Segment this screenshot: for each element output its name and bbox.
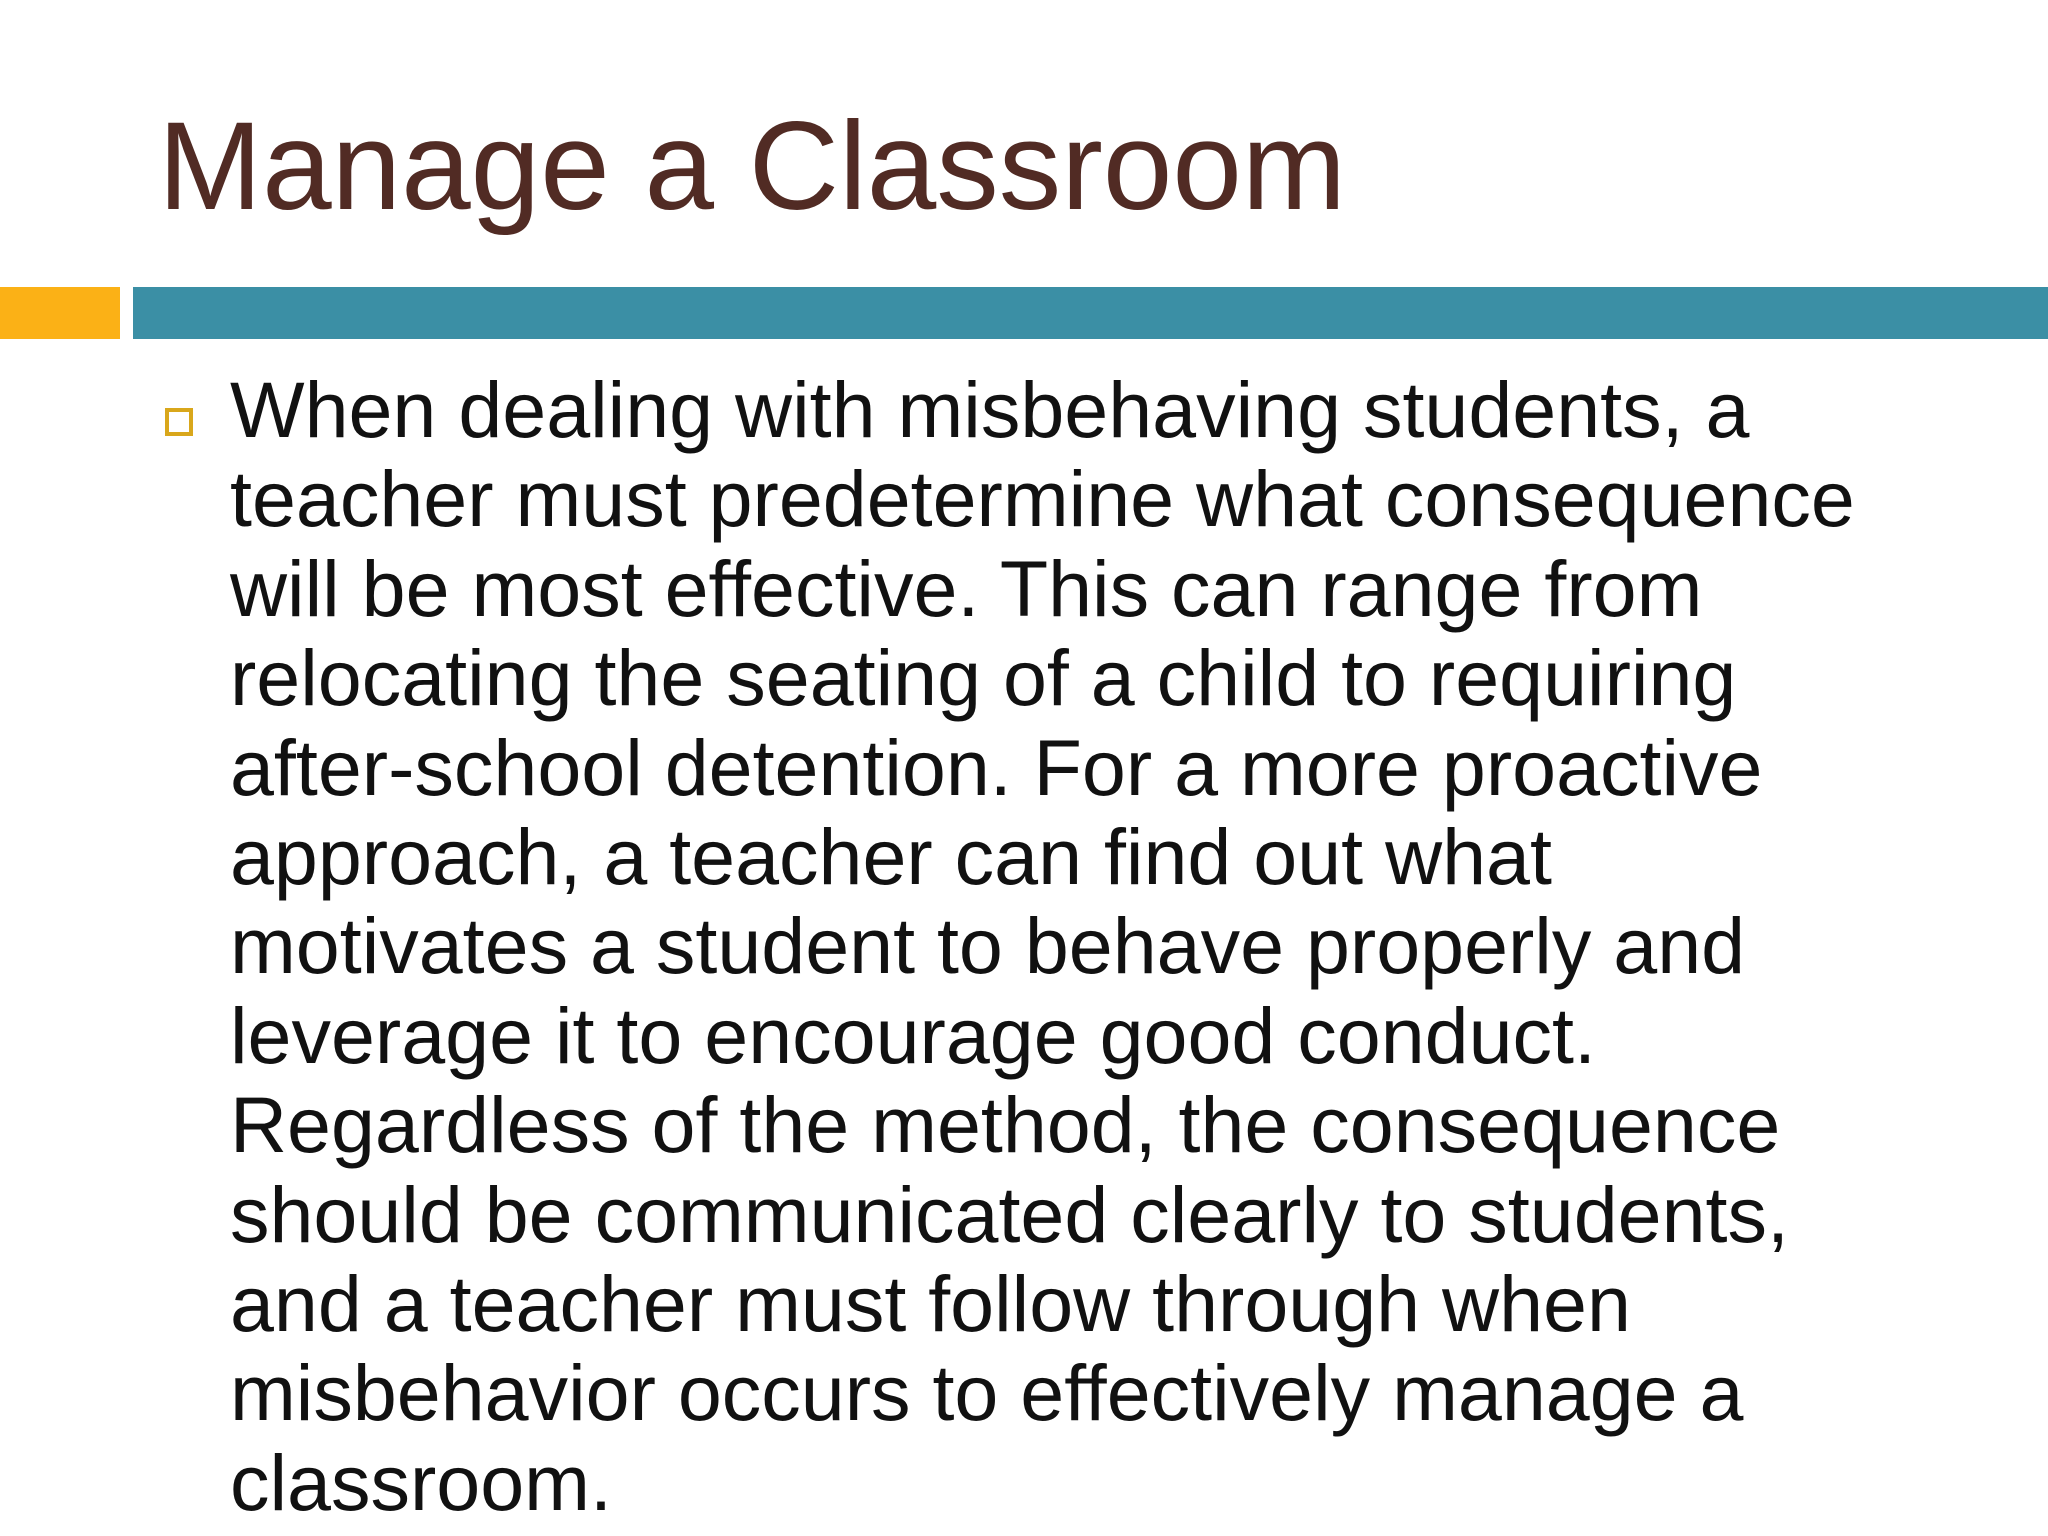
bullet-line: approach, a teacher can find out what [230,812,1552,902]
bullet-line: teacher must predetermine what consequence [230,454,1855,544]
bullet-line: Regardless of the method, the consequence [230,1080,1781,1170]
square-bullet-icon [165,408,193,436]
bullet-line: after-school detention. For a more proactive [230,722,1763,812]
bullet-line: will be most effective. This can range from [230,543,1703,633]
bullet-line: relocating the seating of a child to requiring [230,633,1737,723]
slide-title: Manage a Classroom [158,97,1347,236]
title-divider-bar [133,287,2048,339]
bullet-line: When dealing with misbehaving students, a [230,365,1750,454]
bullet-line: leverage it to encourage good conduct. [230,990,1596,1080]
bullet-paragraph [230,365,1970,1527]
bullet-line: and a teacher must follow through when [230,1259,1631,1349]
bullet-line: misbehavior occurs to effectively manage a [230,1348,1744,1438]
bullet-line: should be communicated clearly to students, [230,1169,1789,1259]
title-accent-bar [0,287,120,339]
bullet-line: motivates a student to behave properly and [230,901,1746,991]
bullet-line: classroom. [230,1437,612,1527]
